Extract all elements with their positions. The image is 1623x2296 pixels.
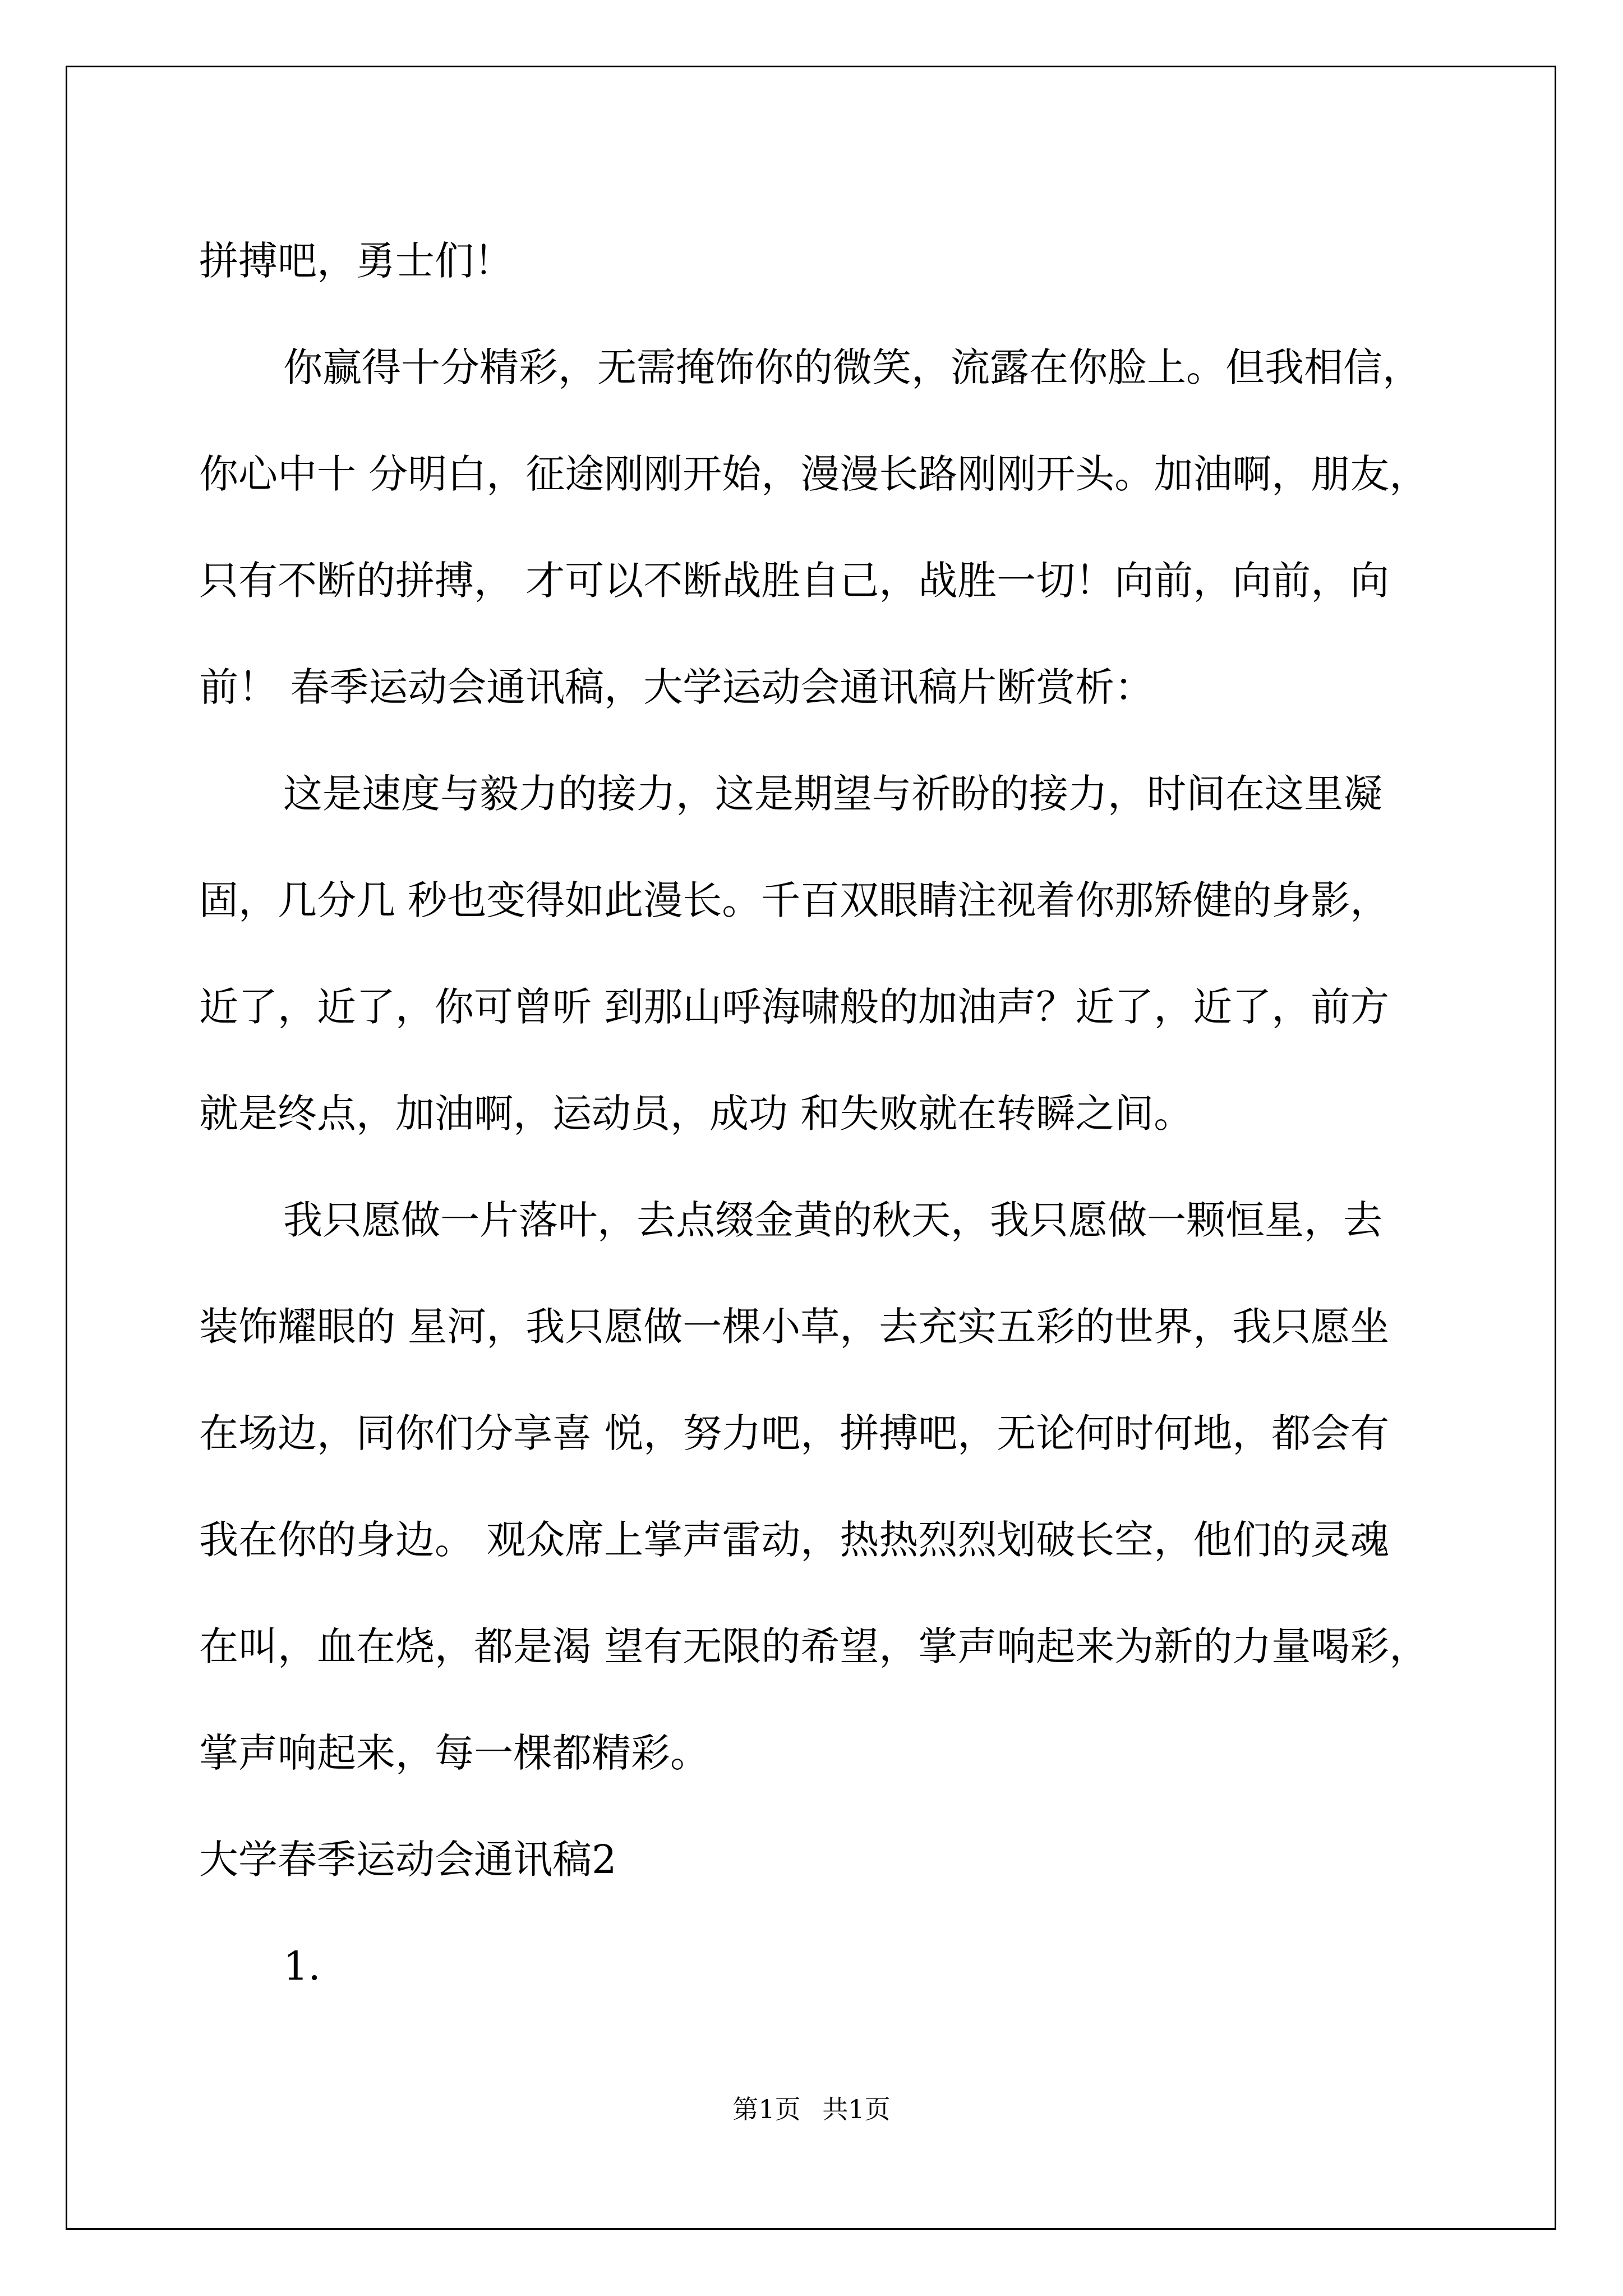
section-heading: 大学春季运动会通讯稿2 — [199, 1837, 617, 1883]
page-total: 共1页 — [822, 2094, 891, 2124]
text-line: 拼搏吧，勇士们！ — [199, 238, 513, 284]
page-number: 第1页 — [732, 2094, 801, 2124]
text-line: 我只愿做一片落叶，去点缀金黄的秋天，我只愿做一颗恒星，去 — [283, 1197, 1382, 1243]
text-line: 装饰耀眼的 星河，我只愿做一棵小草，去充实五彩的世界，我只愿坐 — [199, 1304, 1390, 1350]
text-line: 前！ 春季运动会通讯稿，大学运动会通讯稿片断赏析： — [199, 664, 1154, 710]
text-line: 这是速度与毅力的接力，这是期望与祈盼的接力，时间在这里凝 — [283, 771, 1382, 817]
text-line: 你赢得十分精彩，无需掩饰你的微笑，流露在你脸上。但我相信， — [283, 344, 1422, 390]
text-line: 在场边，同你们分享喜 悦，努力吧，拼搏吧，无论何时何地，都会有 — [199, 1410, 1390, 1456]
text-line: 掌声响起来，每一棵都精彩。 — [199, 1730, 709, 1776]
text-line: 我在你的身边。 观众席上掌声雷动，热热烈烈划破长空，他们的灵魂 — [199, 1517, 1390, 1563]
text-line: 固，几分几 秒也变得如此漫长。千百双眼睛注视着你那矫健的身影， — [199, 877, 1390, 923]
text-line: 近了，近了，你可曾听 到那山呼海啸般的加油声？近了，近了，前方 — [199, 984, 1390, 1030]
list-number: 1. — [283, 1943, 321, 1989]
document-body — [199, 208, 1433, 2019]
text-line: 在叫，血在烧，都是渴 望有无限的希望，掌声响起来为新的力量喝彩， — [199, 1623, 1429, 1669]
text-line: 只有不断的拼搏， 才可以不断战胜自己，战胜一切！向前，向前，向 — [199, 558, 1390, 604]
text-line: 就是终点，加油啊，运动员，成功 和失败就在转瞬之间。 — [199, 1091, 1193, 1137]
page-footer — [0, 2092, 1623, 2126]
text-line: 你心中十 分明白，征途刚刚开始，漫漫长路刚刚开头。加油啊，朋友， — [199, 451, 1429, 497]
